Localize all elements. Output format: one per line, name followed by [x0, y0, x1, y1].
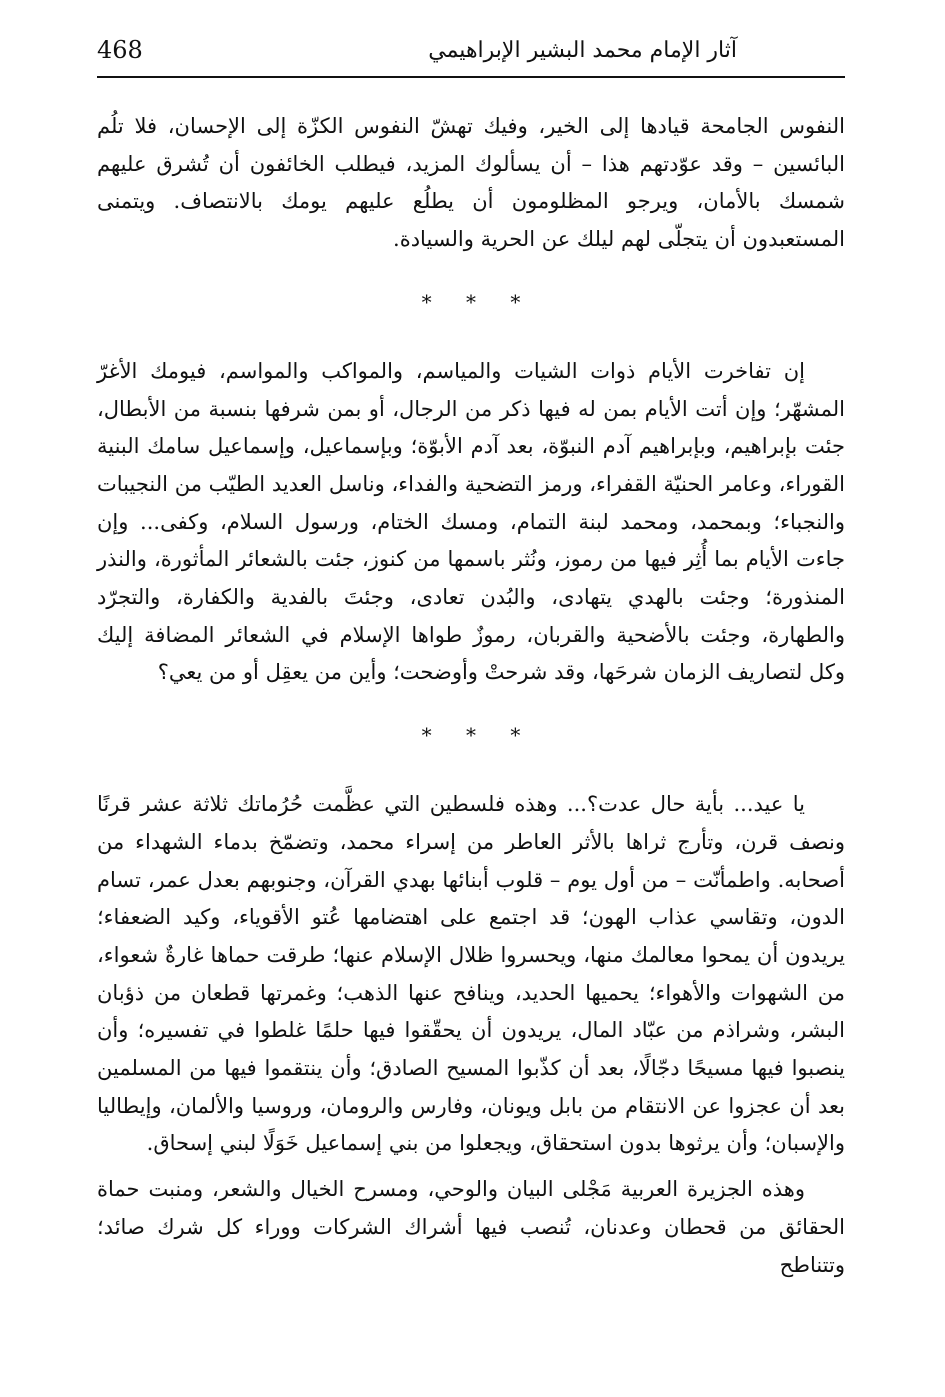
body-text	[97, 108, 845, 1284]
header-rule	[97, 76, 845, 78]
page-number: 468	[97, 36, 143, 64]
running-header	[97, 34, 845, 74]
paragraph-2: إن تفاخرت الأيام ذوات الشيات والمياسم، والمواكب والمواسم، فيومك الأغرّ المشهّر؛ وإن أتت الأيام بمن له فيها ذكر من الرجال، أو بمن شرفها بنسبة من الأبطال، جئت بإبراهيم، وبإبراهيم آدم النبوّة، بعد آدم الأبوّة؛ وبإسماعيل، وإسماعيل سامك البنية القوراء، وعامر الحنيّة القفراء، ورمز التضحية والفداء، وناسل العديد الطيّب من النجيبات والنجباء؛ وبمحمد، ومحمد لبنة التمام، ومسك الختام، ورسول السلام، وكفى... وإن جاءت الأيام بما أُثِر فيها من رموز، ونُثر باسمها من كنوز، جئت بالشعائر المأثورة، والنذر المنذورة؛ وجئت بالهدي يتهادى، والبُدن تعادى، وجئتَ بالفدية والكفارة، والتجرّد والطهارة، وجئت بالأضحية والقربان، رموزٌ طواها الإسلام في الشعائر المضافة إليك وكل لتصاريف الزمان شرحَها، وقد شرحتْ وأوضحت؛ وأين من يعقِل أو من يعي؟	[97, 358, 845, 685]
section-divider-2: * * *	[421, 723, 535, 748]
paragraph-4: وهذه الجزيرة العربية مَجْلى البيان والوحي، ومسرح الخيال والشعر، ومنبت حماة الحقائق من قحطان وعدنان، تُنصب فيها أشراك الشركات ووراء كل شرك صائد؛ وتتناطح	[97, 1177, 845, 1277]
paragraph-gap	[97, 1163, 845, 1171]
paragraph-1: النفوس الجامحة قيادها إلى الخير، وفيك تهشّ النفوس الكزّة إلى الإحسان، فلا تلُم البائسين – وقد عوّدتهم هذا – أن يسألوك المزيد، فيطلب الخائفون أن تُشرق عليهم شمسك بالأمان، ويرجو المظلومون أن يطلُع عليهم يومك بالانتصاف. ويتمنى المستعبدون أن يتجلّى لهم ليلك عن الحرية والسيادة.	[97, 114, 845, 252]
paragraph-3: يا عيد... بأية حال عدت؟... وهذه فلسطين التي عظَّمت حُرُماتك ثلاثة عشر قرنًا ونصف قرن، وتأرج ثراها بالأثر العاطر من إسراء محمد، وتضمّخ بدماء الشهداء من أصحابه. واطمأنّت – من أول يوم – قلوب أبنائها بهدي القرآن، وجنوبهم بعدل عمر، تسام الدون، وتقاسي عذاب الهون؛ قد اجتمع على اهتضامها عُتو الأقوياء، وكيد الضعفاء؛ يريدون أن يمحوا معالمك منها، ويحسروا ظلال الإسلام عنها؛ طرقت حماها غارةٌ شعواء، من الشهوات والأهواء؛ يحميها الحديد، وينافح عنها الذهب؛ وغمرتها قطعان من ذؤبان البشر، وشراذم من عبّاد المال، يريدون أن يحقّقوا فيها حلمًا غلطوا في تفسيره؛ وأن ينصبوا فيها مسيحًا دجّالًا، بعد أن كذّبوا المسيح الصادق؛ وأن ينتقموا فيها من المسلمين بعد أن عجزوا عن الانتقام من بابل ويونان، وفارس والرومان، وروسيا والألمان، وإيطاليا والإسبان؛ وأن يرثوها بدون استحقاق، ويجعلوا من بني إسماعيل خَوَلًا لبني إسحاق.	[97, 792, 845, 1156]
running-title: آثار الإمام محمد البشير الإبراهيمي	[428, 38, 737, 63]
section-divider-1: * * *	[421, 289, 535, 314]
